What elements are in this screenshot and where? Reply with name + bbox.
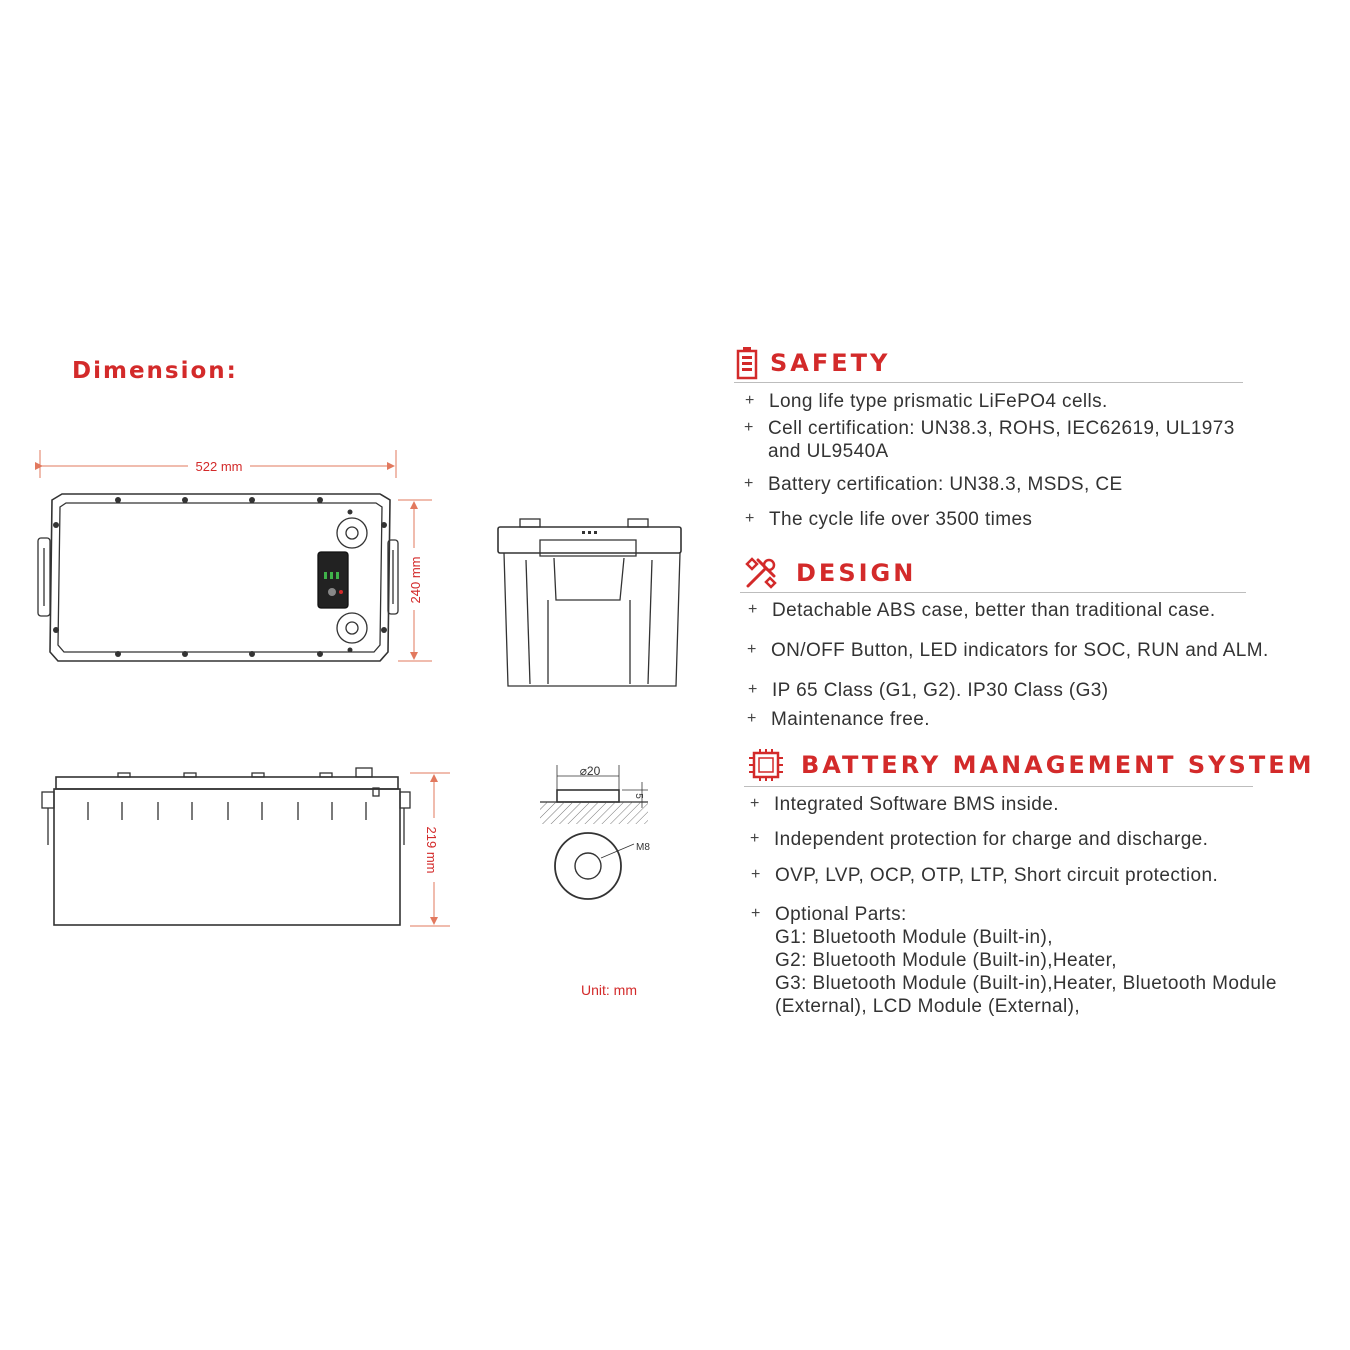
- terminal-detail-drawing: [540, 765, 648, 899]
- safety-item: + Cell certification: UN38.3, ROHS, IEC62619, UL1973 and UL9540A: [744, 418, 1235, 462]
- width-dimension-label: 522 mm: [195, 459, 243, 474]
- bms-item: + Independent protection for charge and discharge.: [750, 829, 1209, 850]
- end-view-drawing: [498, 519, 681, 686]
- design-divider: [740, 592, 1246, 593]
- design-header: [744, 556, 916, 590]
- bms-item: + OVP, LVP, OCP, OTP, LTP, Short circuit protection.: [751, 865, 1219, 886]
- safety-divider: [734, 382, 1243, 383]
- depth-dimension-label: 219 mm: [424, 826, 439, 874]
- design-item: + IP 65 Class (G1, G2). IP30 Class (G3): [748, 680, 1109, 701]
- dimension-drawings: [0, 0, 700, 1010]
- safety-item: + Long life type prismatic LiFePO4 cells.: [745, 391, 1108, 412]
- unit-label: Unit: mm: [581, 982, 637, 998]
- safety-item: + The cycle life over 3500 times: [745, 509, 1033, 530]
- tools-icon: [744, 556, 778, 590]
- thread-label: M8: [636, 842, 650, 853]
- height-dimension-label: 240 mm: [408, 556, 423, 604]
- safety-header: [736, 346, 890, 380]
- bms-item: + Integrated Software BMS inside.: [750, 794, 1059, 815]
- dimension-title: Dimension:: [72, 358, 238, 384]
- design-item: + Detachable ABS case, better than traditional case.: [748, 600, 1216, 621]
- bms-header: [748, 749, 1315, 781]
- design-title: DESIGN: [796, 559, 917, 587]
- terminal-diameter-label: ⌀20: [579, 764, 601, 778]
- safety-item: + Battery certification: UN38.3, MSDS, CE: [744, 474, 1123, 495]
- safety-title: SAFETY: [770, 349, 891, 377]
- bms-divider: [744, 786, 1253, 787]
- bms-item: + Optional Parts: G1: Bluetooth Module (Built-in), G2: Bluetooth Module (Built-in),Heater, G3: Bluetooth Module (Built-in),Heater, Bluetooth Module (External), LCD Module (External),: [751, 904, 1277, 1017]
- terminal-height-label: 5: [633, 793, 644, 799]
- side-view-drawing: [42, 768, 450, 926]
- design-item: + Maintenance free.: [747, 709, 930, 730]
- top-view-drawing: [38, 450, 432, 661]
- battery-icon: [736, 346, 758, 380]
- design-item: + ON/OFF Button, LED indicators for SOC, RUN and ALM.: [747, 640, 1269, 661]
- bms-title: BATTERY MANAGEMENT SYSTEM: [801, 751, 1315, 779]
- chip-icon: [748, 749, 784, 781]
